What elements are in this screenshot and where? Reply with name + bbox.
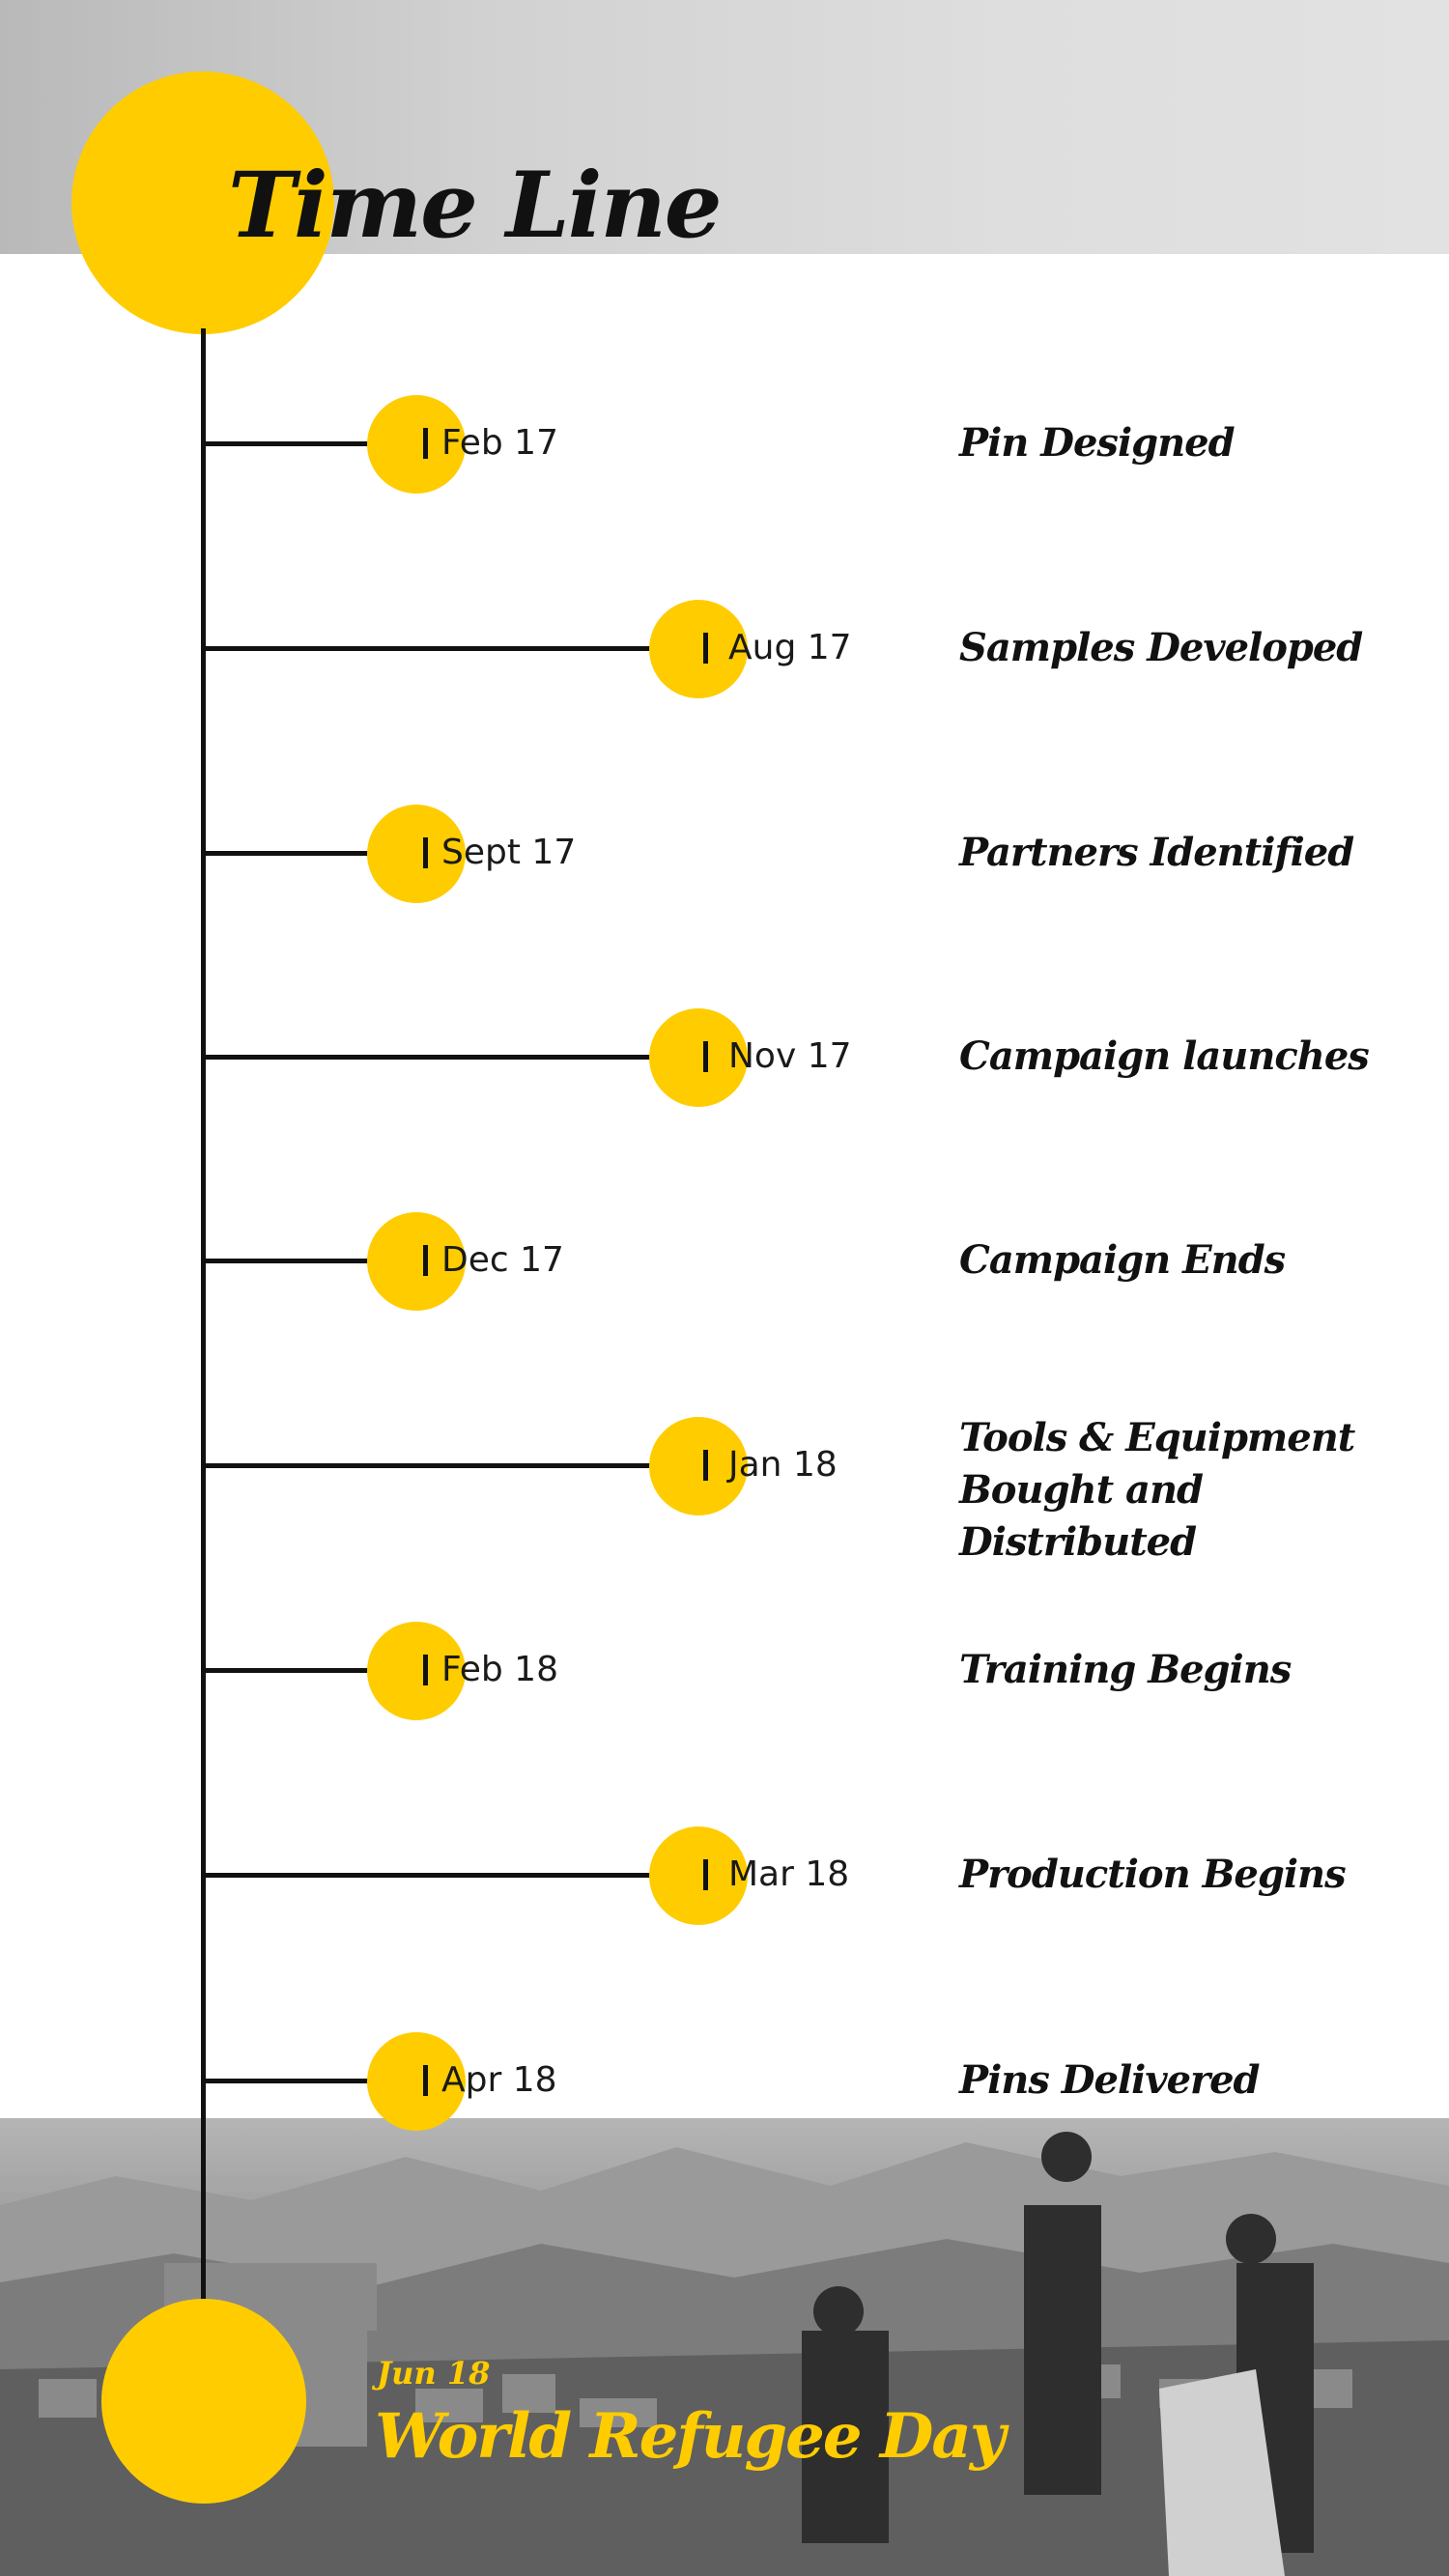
milestone-date: Dec 17 — [441, 1240, 564, 1280]
timeline-milestone — [0, 1412, 1449, 1565]
milestone-tick — [703, 633, 708, 664]
milestone-connector — [203, 1463, 708, 1468]
milestone-date: Sept 17 — [441, 833, 577, 872]
timeline-milestone — [0, 595, 1449, 701]
final-milestone-event: World Refugee Day — [375, 2400, 1004, 2473]
timeline-milestone — [0, 2027, 1449, 2134]
milestone-tick — [703, 1450, 708, 1481]
timeline-milestone — [0, 800, 1449, 906]
timeline-milestone — [0, 390, 1449, 496]
milestone-date: Mar 18 — [728, 1854, 850, 1894]
milestone-date: Apr 18 — [441, 2060, 557, 2100]
final-milestone-date: Jun 18 — [377, 2355, 491, 2392]
milestone-tick — [703, 1041, 708, 1072]
milestone-event: Pin Designed — [959, 420, 1235, 466]
milestone-tick — [423, 1655, 428, 1685]
milestone-date: Aug 17 — [728, 628, 852, 667]
milestone-date: Nov 17 — [728, 1036, 852, 1076]
timeline-milestone — [0, 1617, 1449, 1723]
milestone-event: Training Begins — [959, 1647, 1292, 1692]
milestone-tick — [423, 1245, 428, 1276]
final-milestone-circle — [101, 2299, 306, 2504]
milestone-date: Feb 17 — [441, 423, 558, 463]
milestone-connector — [203, 1873, 708, 1878]
milestone-event: Campaign Ends — [959, 1237, 1286, 1283]
timeline-milestone — [0, 1822, 1449, 1928]
milestone-event: Partners Identified — [959, 830, 1354, 875]
milestone-tick — [423, 428, 428, 459]
milestone-connector — [203, 646, 708, 651]
page-title: Time Line — [228, 153, 721, 259]
milestone-event: Campaign launches — [959, 1033, 1369, 1079]
timeline-milestone — [0, 1207, 1449, 1314]
milestone-event: Production Begins — [959, 1852, 1346, 1897]
milestone-event: Samples Developed — [959, 625, 1363, 670]
milestone-connector — [203, 1055, 708, 1060]
milestone-tick — [703, 1859, 708, 1890]
milestone-event: Tools & Equipment Bought and Distributed — [959, 1415, 1355, 1565]
milestone-tick — [423, 2065, 428, 2096]
milestone-event: Pins Delivered — [959, 2057, 1260, 2103]
milestone-date: Feb 18 — [441, 1650, 558, 1689]
timeline-milestone — [0, 1004, 1449, 1110]
milestone-tick — [423, 837, 428, 868]
milestone-date: Jan 18 — [728, 1445, 838, 1485]
